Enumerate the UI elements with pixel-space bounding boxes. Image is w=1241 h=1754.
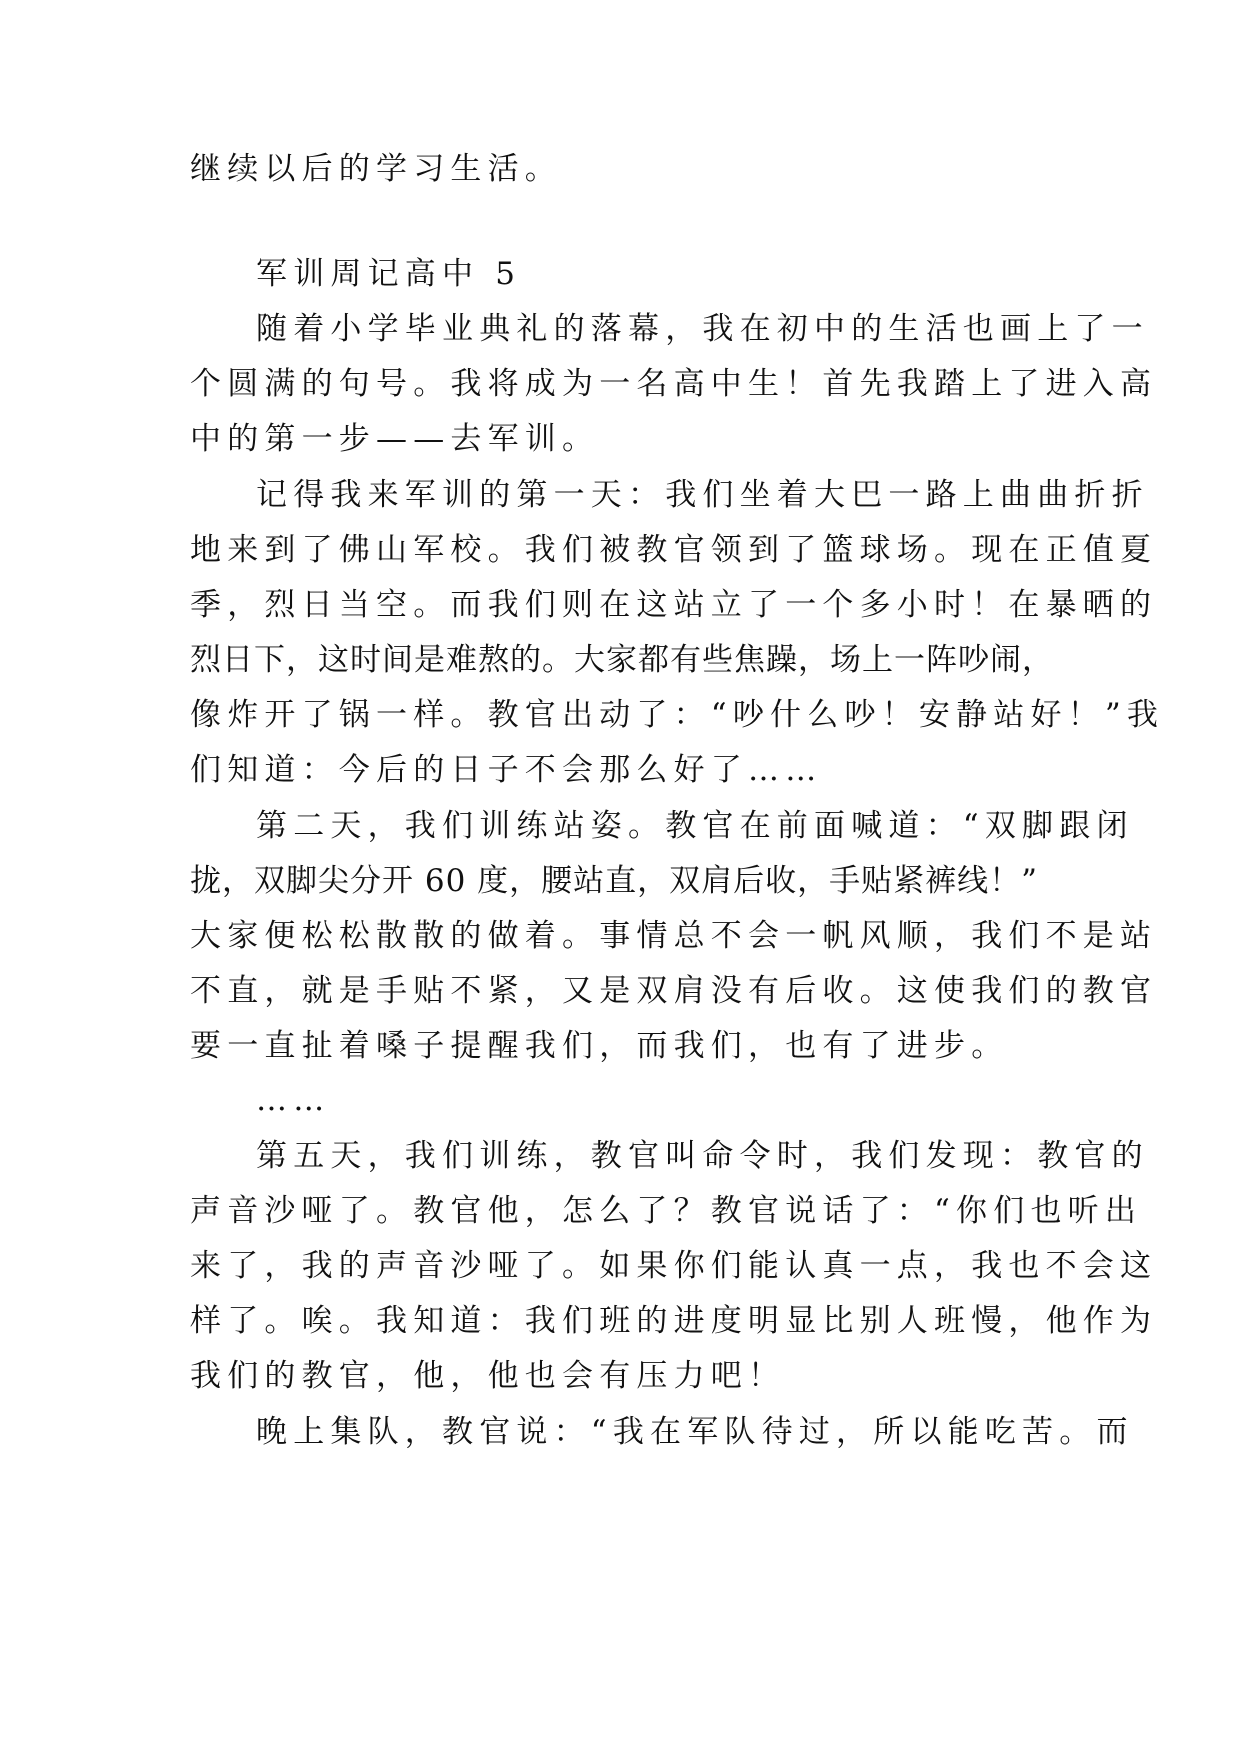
text-line: 要一直扯着嗓子提醒我们，而我们，也有了进步。 [190,1028,1009,1064]
text-line: 不直，就是手贴不紧，又是双肩没有后收。这使我们的教官 [190,973,1158,1009]
text-line: 继续以后的学习生活。 [190,151,562,187]
ellipsis-line: …… [256,1082,331,1118]
text-line: 烈日下，这时间是难熬的。大家都有些焦躁，场上一阵吵闹， [190,642,1054,678]
text-line: 记得我来军训的第一天：我们坐着大巴一路上曲曲折折 [256,477,1149,513]
section-heading: 军训周记高中 5 [256,256,522,292]
text-line: 地来到了佛山军校。我们被教官领到了篮球场。现在正值夏 [190,532,1158,568]
text-line: 我们的教官，他，他也会有压力吧！ [190,1358,786,1394]
text-line: 晚上集队，教官说：“我在军队待过，所以能吃苦。而 [256,1414,1134,1450]
text-line: 中的第一步——去军训。 [190,421,600,457]
text-line: 个圆满的句号。我将成为一名高中生！首先我踏上了进入高 [190,366,1158,402]
text-line: 第二天，我们训练站姿。教官在前面喊道：“双脚跟闭 [256,808,1134,844]
text-line: 大家便松松散散的做着。事情总不会一帆风顺，我们不是站 [190,918,1158,954]
text-line: 们知道：今后的日子不会那么好了…… [190,752,823,788]
text-line: 随着小学毕业典礼的落幕，我在初中的生活也画上了一 [256,311,1149,347]
text-line: 季，烈日当空。而我们则在这站立了一个多小时！在暴晒的 [190,587,1158,623]
text-line: 拢，双脚尖分开 60 度，腰站直，双肩后收，手贴紧裤线！” [190,863,1038,899]
text-line: 第五天，我们训练，教官叫命令时，我们发现：教官的 [256,1138,1149,1174]
text-line: 声音沙哑了。教官他，怎么了？教官说话了：“你们也听出 [190,1193,1143,1229]
text-line: 样了。唉。我知道：我们班的进度明显比别人班慢，他作为 [190,1303,1158,1339]
text-line: 像炸开了锅一样。教官出动了：“吵什么吵！安静站好！”我 [190,697,1165,733]
text-line: 来了，我的声音沙哑了。如果你们能认真一点，我也不会这 [190,1248,1158,1284]
